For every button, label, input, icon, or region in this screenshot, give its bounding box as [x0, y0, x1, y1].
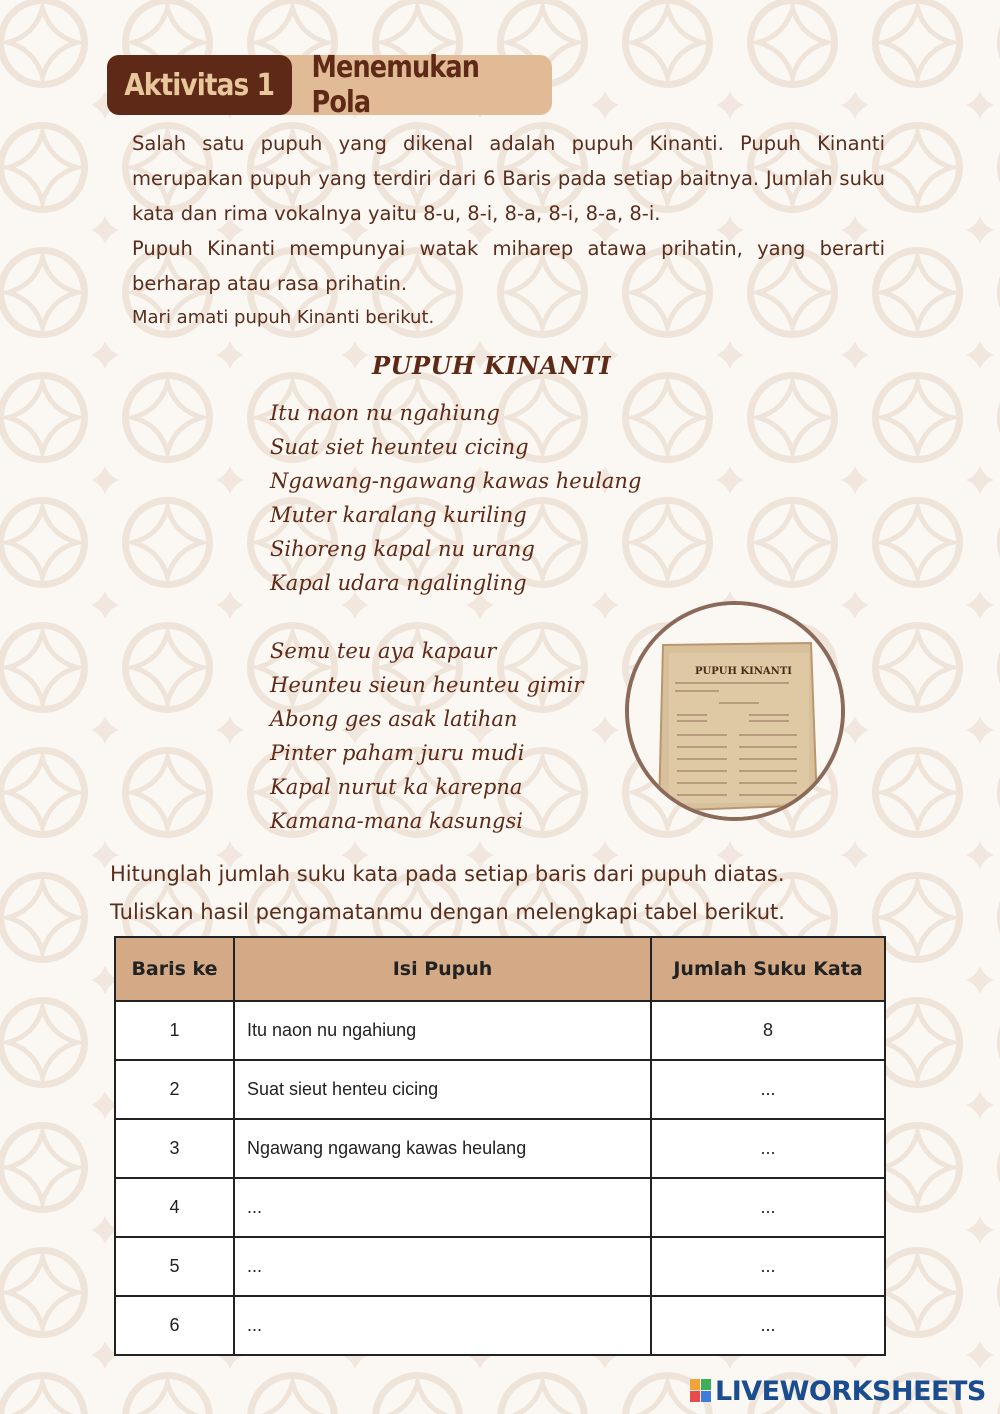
- row-isi-input[interactable]: ...: [234, 1178, 651, 1237]
- poem-line: Kamana-mana kasungsi: [270, 809, 523, 833]
- old-paper-illustration: [629, 605, 841, 817]
- intro-paragraph-2: Pupuh Kinanti mempunyai watak miharep atawa prihatin, yang berarti berharap atau rasa prihatin.: [132, 237, 885, 295]
- poem-line: Suat siet heunteu cicing: [270, 435, 529, 459]
- activity-label-box: [107, 55, 292, 115]
- poem-line: Itu naon nu ngahiung: [270, 401, 500, 425]
- table-row: [115, 1001, 885, 1060]
- poem-line: Heunteu sieun heunteu gimir: [270, 673, 584, 697]
- row-number: 1: [115, 1001, 234, 1060]
- poem-line: Sihoreng kapal nu urang: [270, 537, 535, 561]
- activity-title-box: [292, 50, 552, 120]
- poem-line: Ngawang-ngawang kawas heulang: [270, 469, 642, 493]
- row-jumlah-input[interactable]: ...: [651, 1178, 885, 1237]
- table-row: [115, 1178, 885, 1237]
- task-line-2: Tuliskan hasil pengamatanmu dengan melengkapi tabel berikut.: [110, 900, 785, 924]
- intro-paragraph-1: Salah satu pupuh yang dikenal adalah pupuh Kinanti. Pupuh Kinanti merupakan pupuh yang terdiri dari 6 Baris pada setiap baitnya. Jumlah suku kata dan rima vokalnya yaitu 8-u, 8-i, 8-a, 8-i, 8-a, 8-i.: [132, 132, 885, 225]
- stanza-gap: [270, 600, 690, 634]
- row-jumlah-input[interactable]: ...: [651, 1119, 885, 1178]
- header-jumlah-suku-kata: Jumlah Suku Kata: [651, 937, 885, 1001]
- header-baris-ke: Baris ke: [115, 937, 234, 1001]
- task-instructions: [110, 855, 910, 931]
- activity-header: [107, 50, 552, 120]
- table-header-row: [115, 937, 885, 1001]
- activity-label: Aktivitas 1: [124, 67, 275, 103]
- row-jumlah-input[interactable]: ...: [651, 1060, 885, 1119]
- row-isi-cell: Ngawang ngawang kawas heulang: [234, 1119, 651, 1178]
- poem-body: [270, 396, 690, 838]
- intro-paragraph-3: Mari amati pupuh Kinanti berikut.: [132, 307, 435, 328]
- row-isi-cell: Itu naon nu ngahiung: [234, 1001, 651, 1060]
- intro-text: [132, 126, 885, 335]
- poem-title: PUPUH KINANTI: [372, 351, 612, 380]
- table-row: [115, 1296, 885, 1355]
- poem-line: Muter karalang kuriling: [270, 503, 527, 527]
- table-row: [115, 1119, 885, 1178]
- pupuh-paper-image: [625, 601, 845, 821]
- row-number: 2: [115, 1060, 234, 1119]
- liveworksheets-logo-icon: [690, 1379, 712, 1403]
- row-number: 5: [115, 1237, 234, 1296]
- row-number: 3: [115, 1119, 234, 1178]
- activity-title: Menemukan Pola: [311, 50, 480, 120]
- row-jumlah-input[interactable]: ...: [651, 1237, 885, 1296]
- table-row: [115, 1237, 885, 1296]
- poem-line: Semu teu aya kapaur: [270, 639, 497, 663]
- paper-title: PUPUH KINANTI: [695, 666, 792, 677]
- logo-text: LIVEWORKSHEETS: [715, 1375, 986, 1407]
- table-row: [115, 1060, 885, 1119]
- liveworksheets-logo[interactable]: [690, 1374, 986, 1408]
- row-jumlah-input[interactable]: ...: [651, 1296, 885, 1355]
- poem-line: Pinter paham juru mudi: [270, 741, 525, 765]
- row-isi-input[interactable]: ...: [234, 1296, 651, 1355]
- row-isi-cell: Suat sieut henteu cicing: [234, 1060, 651, 1119]
- row-jumlah-cell: 8: [651, 1001, 885, 1060]
- row-isi-input[interactable]: ...: [234, 1237, 651, 1296]
- task-line-1: Hitunglah jumlah suku kata pada setiap baris dari pupuh diatas.: [110, 862, 785, 886]
- poem-line: Abong ges asak latihan: [270, 707, 518, 731]
- header-isi-pupuh: Isi Pupuh: [234, 937, 651, 1001]
- poem-line: Kapal udara ngalingling: [270, 571, 527, 595]
- syllable-table: [114, 936, 886, 1356]
- row-number: 4: [115, 1178, 234, 1237]
- poem-line: Kapal nurut ka karepna: [270, 775, 523, 799]
- row-number: 6: [115, 1296, 234, 1355]
